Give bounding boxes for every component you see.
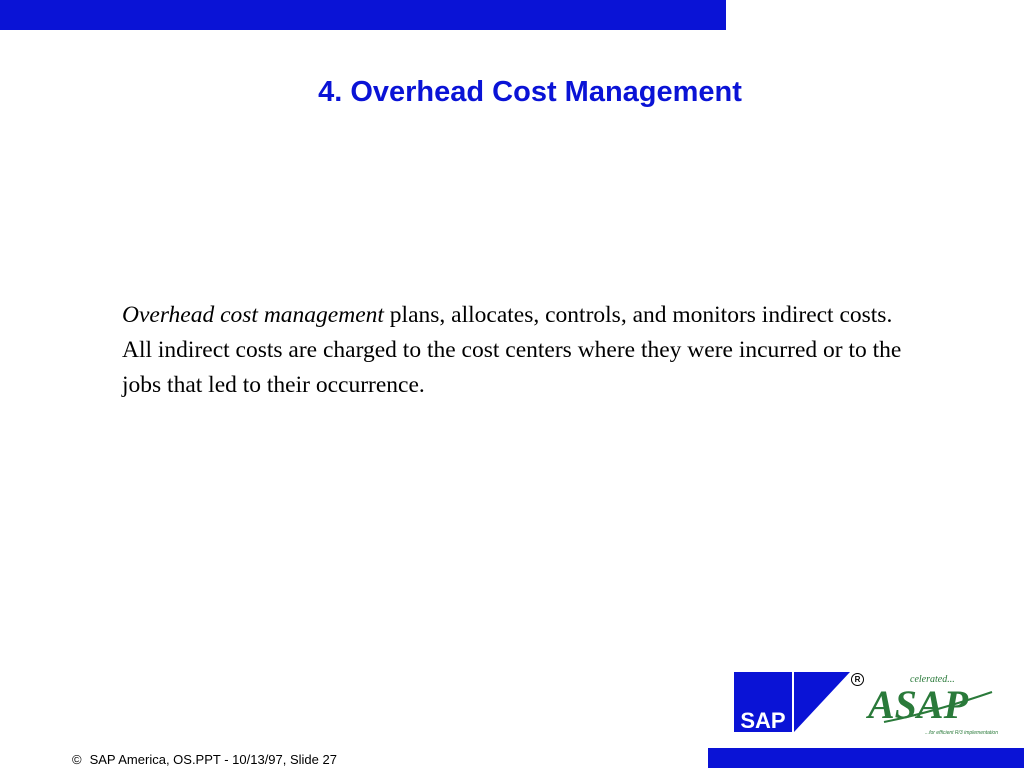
body-paragraph <box>122 298 922 403</box>
bottom-accent-bar <box>708 748 1024 768</box>
asap-logo-text: ASAP <box>868 682 969 727</box>
footer-label: SAP America, OS.PPT - 10/13/97, Slide 27 <box>89 752 337 767</box>
top-accent-bar <box>0 0 726 30</box>
body-description: plans, allocates, controls, and monitors indirect costs. All indirect costs are charged to the cost centers where they were incurred or to the jobs that led to their occurrence. <box>122 302 902 398</box>
copyright-symbol: © <box>72 752 82 767</box>
asap-tagline: celerated... <box>910 674 955 685</box>
footer-copyright <box>72 752 337 767</box>
asap-subtitle: ...for efficient R/3 implementation <box>924 730 998 736</box>
body-term: Overhead cost management <box>122 302 384 328</box>
sap-logo-text: SAP <box>740 708 786 732</box>
sap-logo <box>734 672 862 732</box>
registered-mark: R <box>851 673 864 686</box>
slide-title: 4. Overhead Cost Management <box>318 76 742 108</box>
asap-logo <box>864 670 1002 740</box>
